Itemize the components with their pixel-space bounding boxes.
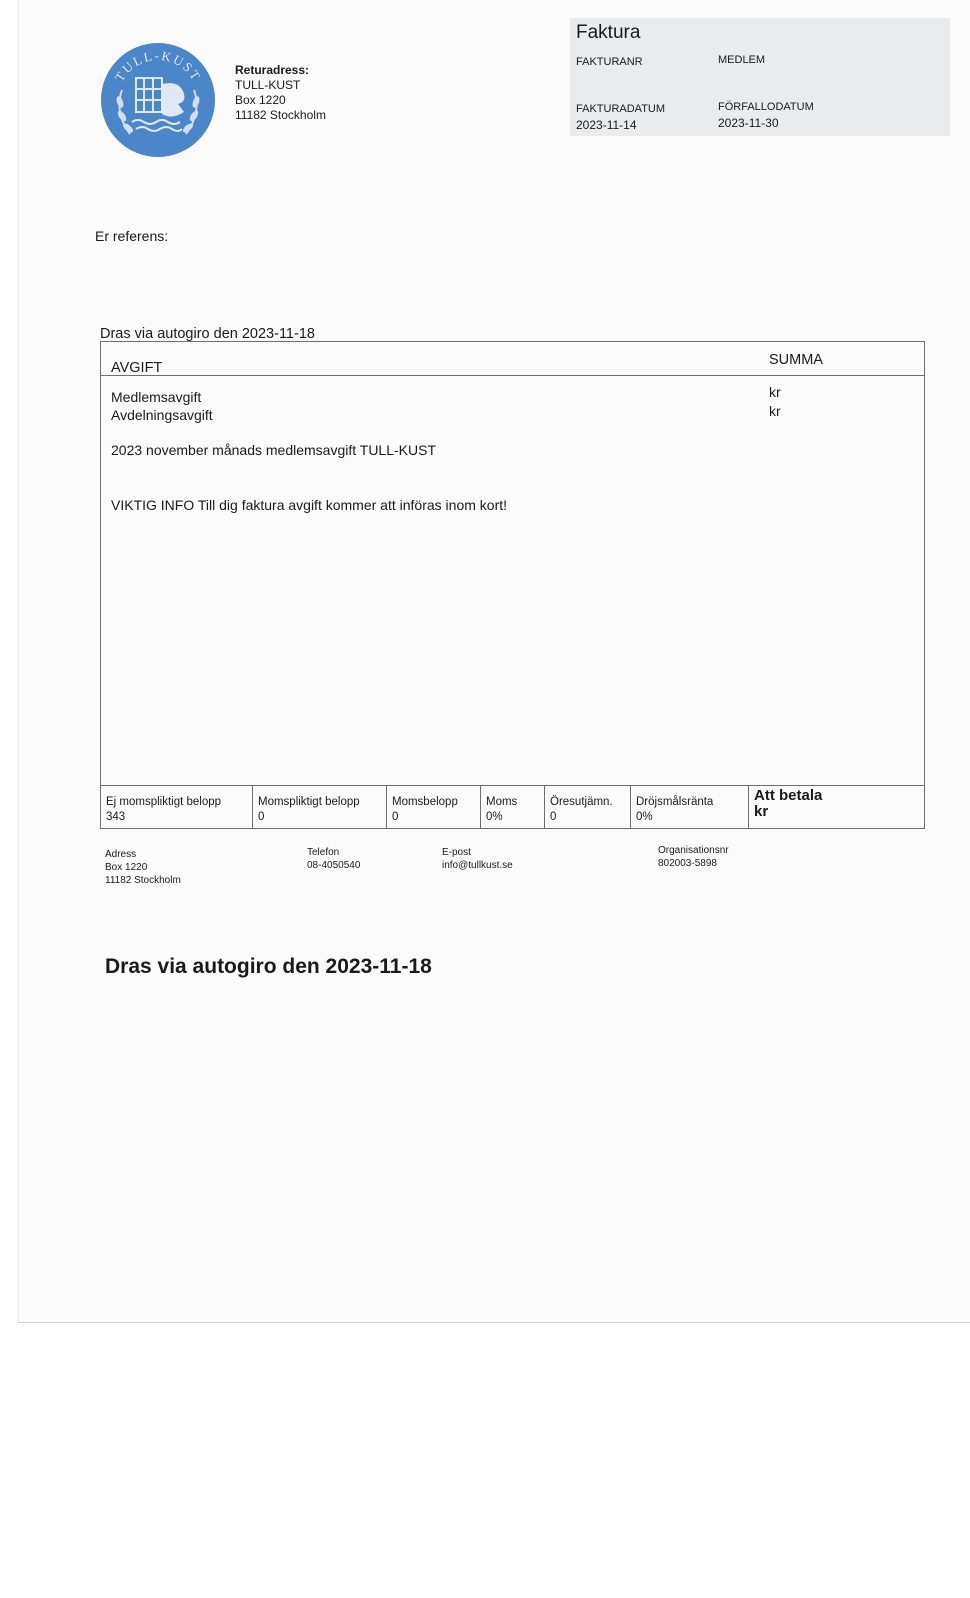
due-date-label: FÖRFALLODATUM — [718, 101, 814, 113]
totals-cell — [101, 786, 253, 828]
amount-due-value: kr — [754, 803, 769, 820]
autogiro-note: Dras via autogiro den 2023-11-18 — [100, 326, 315, 342]
line-item-label: Avdelningsavgift — [111, 407, 213, 423]
footer-org-value: 802003-5898 — [658, 858, 717, 869]
footer-email — [442, 846, 513, 872]
footer-address-line: 11182 Stockholm — [105, 875, 181, 886]
totals-label: Momsbelopp — [392, 796, 458, 808]
totals-cell — [631, 786, 749, 828]
line-item-amount: kr — [769, 384, 781, 400]
invoice-number-label: FAKTURANR — [576, 56, 643, 68]
footer-org — [658, 844, 729, 870]
totals-value: 0 — [258, 811, 265, 823]
logo-text: TULL-KUST — [111, 47, 205, 85]
invoice-header-box — [570, 18, 950, 136]
amount-due-cell — [749, 786, 924, 828]
invoice-description: 2023 november månads medlemsavgift TULL-KUST — [111, 442, 437, 458]
table-header — [101, 342, 924, 376]
line-item-label: Medlemsavgift — [111, 389, 202, 405]
totals-cell — [387, 786, 481, 828]
totals-label: Moms — [486, 796, 518, 808]
tull-kust-logo — [100, 42, 216, 158]
footer-org-label: Organisationsnr — [658, 845, 729, 856]
footer-email-value: info@tullkust.se — [442, 860, 513, 871]
return-address-line: Box 1220 — [235, 93, 286, 107]
footer-phone-label: Telefon — [307, 847, 340, 858]
return-address — [235, 63, 326, 123]
member-label: MEDLEM — [718, 54, 766, 66]
totals-cell — [253, 786, 387, 828]
return-address-heading: Returadress: — [235, 63, 310, 77]
footer-phone — [307, 846, 360, 872]
invoice-title: Faktura — [576, 22, 641, 43]
totals-label: Momspliktigt belopp — [258, 796, 360, 808]
sum-column-header: SUMMA — [769, 352, 823, 368]
fee-column-header: AVGIFT — [111, 360, 163, 376]
important-info: VIKTIG INFO Till dig faktura avgift kommer att införas inom kort! — [111, 497, 508, 513]
totals-value: 343 — [106, 811, 126, 823]
invoice-table — [100, 341, 925, 829]
autogiro-bold-note: Dras via autogiro den 2023-11-18 — [105, 955, 432, 978]
reference-label: Er referens: — [95, 228, 169, 244]
totals-value: 0% — [486, 811, 503, 823]
footer-address-line: Box 1220 — [105, 862, 148, 873]
totals-cell — [545, 786, 631, 828]
totals-label: Dröjsmålsränta — [636, 796, 714, 808]
amount-due-label: Att betala — [754, 787, 823, 804]
totals-label: Öresutjämn. — [550, 796, 613, 808]
return-address-line: TULL-KUST — [235, 78, 301, 92]
totals-value: 0 — [550, 811, 557, 823]
footer-address — [105, 848, 181, 887]
footer-phone-value: 08-4050540 — [307, 860, 361, 871]
invoice-date-label: FAKTURADATUM — [576, 103, 666, 115]
totals-label: Ej momspliktigt belopp — [106, 796, 222, 808]
footer-email-label: E-post — [442, 847, 471, 858]
due-date: 2023-11-30 — [718, 116, 779, 130]
totals-value: 0% — [636, 811, 653, 823]
line-item-amount: kr — [769, 403, 781, 419]
totals-value: 0 — [392, 811, 399, 823]
totals-cell — [481, 786, 545, 828]
return-address-line: 11182 Stockholm — [235, 108, 326, 122]
footer-address-label: Adress — [105, 849, 137, 860]
invoice-date: 2023-11-14 — [576, 118, 637, 132]
totals-row — [101, 785, 924, 828]
